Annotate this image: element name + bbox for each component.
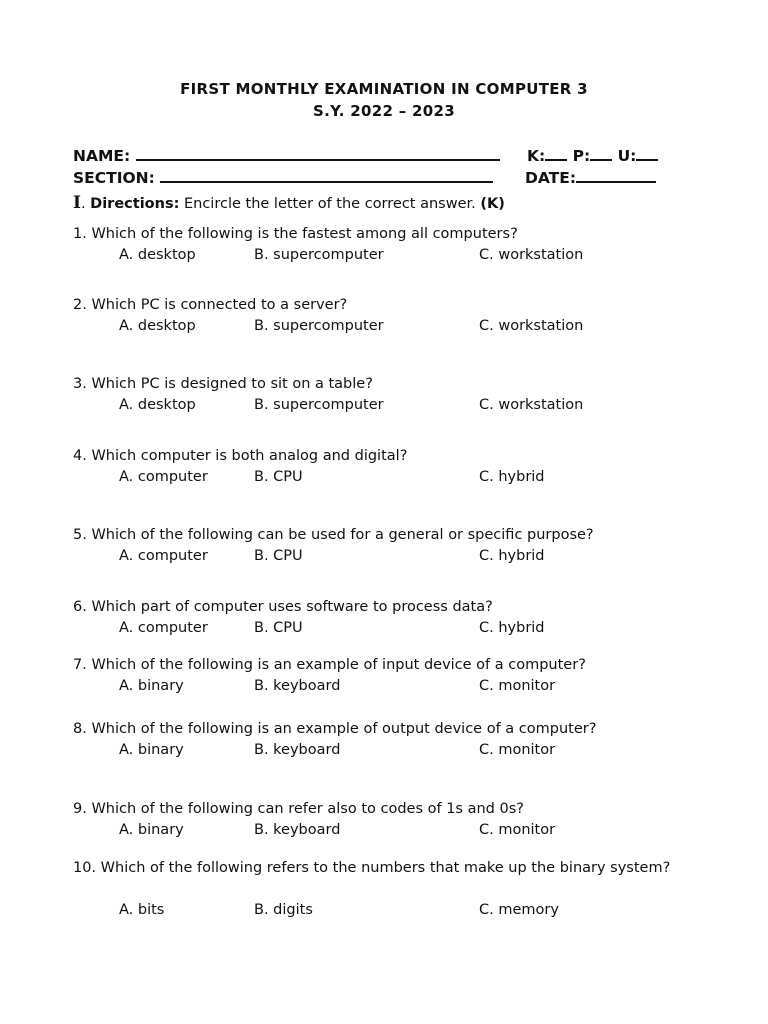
choice-c[interactable]: C. workstation xyxy=(479,247,584,263)
date-label: DATE: xyxy=(525,169,577,187)
choice-a[interactable]: A. binary xyxy=(119,822,184,838)
question-text: 5. Which of the following can be used for a general or specific purpose? xyxy=(73,527,594,543)
knowledge-tag: (K) xyxy=(480,196,505,212)
question-text: 10. Which of the following refers to the numbers that make up the binary system? xyxy=(73,860,671,876)
p-label: P: xyxy=(572,147,591,165)
date-field xyxy=(525,167,656,187)
k-label: K: xyxy=(527,147,546,165)
k-blank[interactable] xyxy=(545,145,567,161)
date-blank[interactable] xyxy=(576,167,656,183)
p-blank[interactable] xyxy=(590,145,612,161)
choice-a[interactable]: A. desktop xyxy=(119,247,196,263)
question-text: 7. Which of the following is an example of input device of a computer? xyxy=(73,657,586,673)
question-text: 8. Which of the following is an example of output device of a computer? xyxy=(73,721,597,737)
name-blank[interactable] xyxy=(136,145,500,161)
question-text: 2. Which PC is connected to a server? xyxy=(73,297,348,313)
u-blank[interactable] xyxy=(636,145,658,161)
choice-a[interactable]: A. bits xyxy=(119,902,165,918)
choice-b[interactable]: B. digits xyxy=(254,902,313,918)
school-year: S.Y. 2022 – 2023 xyxy=(312,102,456,120)
choice-a[interactable]: A. computer xyxy=(119,469,208,485)
choice-a[interactable]: A. desktop xyxy=(119,397,196,413)
choice-b[interactable]: B. keyboard xyxy=(254,742,341,758)
choice-b[interactable]: B. CPU xyxy=(254,548,303,564)
choice-c[interactable]: C. monitor xyxy=(479,822,556,838)
choice-c[interactable]: C. workstation xyxy=(479,397,584,413)
choice-a[interactable]: A. binary xyxy=(119,742,184,758)
choice-b[interactable]: B. keyboard xyxy=(254,678,341,694)
choice-c[interactable]: C. hybrid xyxy=(479,548,545,564)
name-field xyxy=(73,145,500,165)
score-fields xyxy=(527,145,658,165)
name-label: NAME: xyxy=(73,147,131,165)
section-blank[interactable] xyxy=(160,167,493,183)
choice-c[interactable]: C. memory xyxy=(479,902,559,918)
section-field xyxy=(73,167,493,187)
question-text: 4. Which computer is both analog and digital? xyxy=(73,448,408,464)
choice-c[interactable]: C. hybrid xyxy=(479,620,545,636)
choice-c[interactable]: C. monitor xyxy=(479,742,556,758)
choice-a[interactable]: A. desktop xyxy=(119,318,196,334)
exam-title: FIRST MONTHLY EXAMINATION IN COMPUTER 3 xyxy=(180,80,588,98)
choice-c[interactable]: C. workstation xyxy=(479,318,584,334)
question-text: 9. Which of the following can refer also to codes of 1s and 0s? xyxy=(73,801,524,817)
choice-b[interactable]: B. CPU xyxy=(254,469,303,485)
question-text: 3. Which PC is designed to sit on a table? xyxy=(73,376,373,392)
choice-a[interactable]: A. binary xyxy=(119,678,184,694)
directions-label: Directions: xyxy=(90,196,180,212)
choice-b[interactable]: B. supercomputer xyxy=(254,318,384,334)
choice-a[interactable]: A. computer xyxy=(119,620,208,636)
section-label: SECTION: xyxy=(73,169,155,187)
part-numeral: I xyxy=(73,193,81,213)
question-text: 1. Which of the following is the fastest among all computers? xyxy=(73,226,518,242)
choice-a[interactable]: A. computer xyxy=(119,548,208,564)
part-dot: . xyxy=(80,196,86,212)
u-label: U: xyxy=(617,147,637,165)
choice-b[interactable]: B. keyboard xyxy=(254,822,341,838)
choice-c[interactable]: C. hybrid xyxy=(479,469,545,485)
directions-text: Encircle the letter of the correct answer. xyxy=(179,196,481,212)
question-text: 6. Which part of computer uses software to process data? xyxy=(73,599,493,615)
choice-c[interactable]: C. monitor xyxy=(479,678,556,694)
choice-b[interactable]: B. supercomputer xyxy=(254,247,384,263)
directions xyxy=(73,193,505,213)
choice-b[interactable]: B. CPU xyxy=(254,620,303,636)
choice-b[interactable]: B. supercomputer xyxy=(254,397,384,413)
